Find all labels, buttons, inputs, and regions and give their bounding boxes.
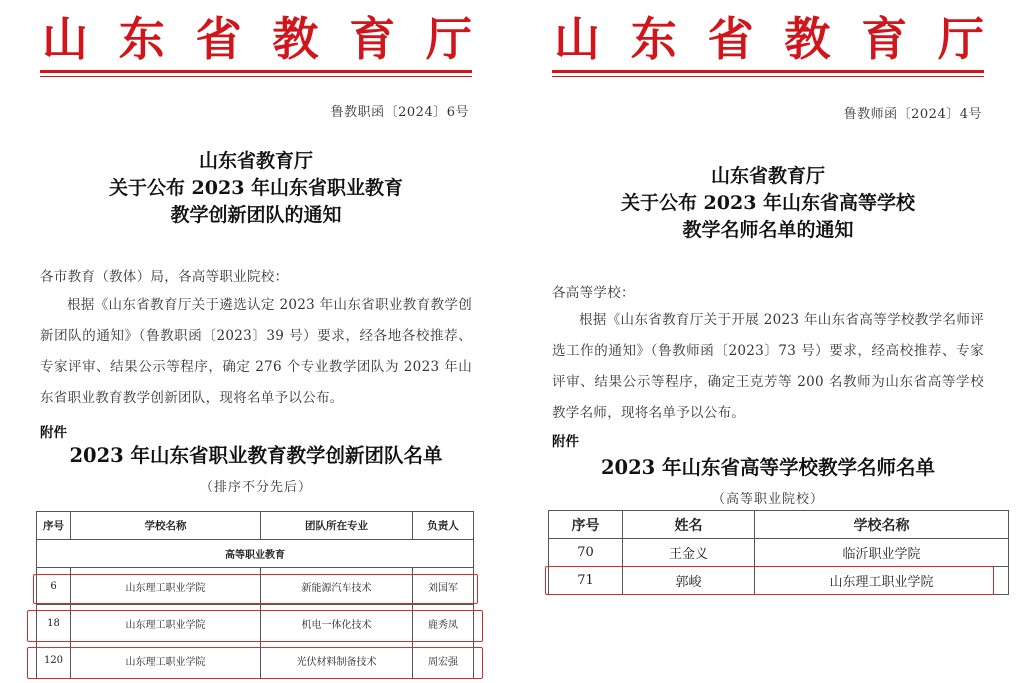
cell: 山东理工职业学院 bbox=[71, 605, 261, 642]
header-cell: 学校名称 bbox=[755, 511, 1009, 539]
left-document bbox=[0, 0, 505, 683]
header-cell: 序号 bbox=[549, 511, 623, 539]
header-char: 育 bbox=[349, 12, 396, 66]
table-header-row bbox=[549, 511, 1009, 539]
cell: 6 bbox=[37, 568, 71, 605]
header-char: 育 bbox=[861, 12, 908, 66]
left-notice-title bbox=[40, 148, 472, 229]
left-salutation: 各市教育（教体）局，各高等职业院校： bbox=[40, 269, 289, 285]
cell: 71 bbox=[549, 567, 623, 595]
title-line: 教学名师名单的通知 bbox=[682, 219, 854, 241]
right-list-subtitle: （高等职业院校） bbox=[711, 492, 824, 507]
header-cell: 姓名 bbox=[623, 511, 755, 539]
header-char: 省 bbox=[195, 12, 242, 66]
right-list-title: 2023 年山东省高等学校教学名师名单 bbox=[600, 456, 936, 479]
title-line: 山东省教育厅 bbox=[198, 150, 313, 172]
right-doc-number: 鲁教师函〔2024〕4号 bbox=[843, 107, 982, 122]
left-header-rule-thick bbox=[40, 70, 472, 73]
header-cell: 团队所在专业 bbox=[261, 512, 413, 540]
header-char: 东 bbox=[630, 12, 677, 66]
cell: 120 bbox=[37, 642, 71, 679]
title-line: 教学创新团队的通知 bbox=[170, 204, 342, 226]
header-char: 教 bbox=[784, 12, 831, 66]
cell: 18 bbox=[37, 605, 71, 642]
cell: 郭峻 bbox=[623, 567, 755, 595]
cell: 鹿秀凤 bbox=[413, 605, 474, 642]
header-cell: 学校名称 bbox=[71, 512, 261, 540]
cell: 临沂职业学院 bbox=[755, 539, 1009, 567]
table-section-row bbox=[37, 540, 474, 568]
left-body-paragraph: 根据《山东省教育厅关于遴选认定 2023 年山东省职业教育教学创新团队的通知》（鲁教职函〔2023〕39 号）要求，经各地各校推荐、专家评审、结果公示等程序，确定 276 个专业教学团队为 2023 年山东省职业教育教学创新团队，现将名单予以公布。 bbox=[40, 297, 472, 406]
header-char: 省 bbox=[707, 12, 754, 66]
right-header-title bbox=[554, 12, 984, 66]
header-cell: 序号 bbox=[37, 512, 71, 540]
header-char: 东 bbox=[118, 12, 165, 66]
row-highlight-box bbox=[27, 647, 483, 679]
cell: 刘国军 bbox=[413, 568, 474, 605]
header-char: 山 bbox=[42, 12, 88, 66]
right-notice-title bbox=[552, 163, 984, 244]
table-header-row bbox=[37, 512, 474, 540]
left-doc-number: 鲁教职函〔2024〕6号 bbox=[330, 105, 469, 120]
row-highlight-box bbox=[27, 610, 483, 642]
right-header-rule-thin bbox=[552, 76, 984, 77]
left-attachment-label: 附件 bbox=[40, 425, 67, 441]
cell: 山东理工职业学院 bbox=[71, 568, 261, 605]
table-row bbox=[549, 539, 1009, 567]
header-char: 厅 bbox=[425, 12, 472, 66]
cell: 山东理工职业学院 bbox=[755, 567, 1009, 595]
right-document bbox=[520, 0, 1024, 683]
left-header-title bbox=[42, 12, 472, 66]
cell: 山东理工职业学院 bbox=[71, 642, 261, 679]
right-attachment-label: 附件 bbox=[552, 434, 579, 450]
header-char: 山 bbox=[554, 12, 600, 66]
right-body-paragraph: 根据《山东省教育厅关于开展 2023 年山东省高等学校教学名师评选工作的通知》（鲁教师函〔2023〕73 号）要求，经高校推荐、专家评审、结果公示等程序，确定王克芳等 200 名教师为山东省高等学校教学名师，现将名单予以公布。 bbox=[552, 312, 984, 421]
left-list-subtitle: （排序不分先后） bbox=[199, 480, 312, 495]
section-cell: 高等职业教育 bbox=[37, 540, 474, 568]
header-cell: 负责人 bbox=[413, 512, 474, 540]
header-char: 厅 bbox=[937, 12, 984, 66]
cell: 机电一体化技术 bbox=[261, 605, 413, 642]
left-header-rule-thin bbox=[40, 76, 472, 77]
title-line: 山东省教育厅 bbox=[710, 165, 825, 187]
right-header-rule-thick bbox=[552, 70, 984, 73]
right-salutation: 各高等学校： bbox=[552, 285, 635, 301]
title-line: 关于公布 2023 年山东省高等学校 bbox=[620, 192, 916, 214]
row-highlight-box bbox=[33, 574, 478, 604]
cell: 70 bbox=[549, 539, 623, 567]
cell: 周宏强 bbox=[413, 642, 474, 679]
row-highlight-box bbox=[545, 566, 994, 595]
left-list-title: 2023 年山东省职业教育教学创新团队名单 bbox=[69, 444, 443, 467]
cell: 王金义 bbox=[623, 539, 755, 567]
title-line: 关于公布 2023 年山东省职业教育 bbox=[108, 177, 404, 199]
header-char: 教 bbox=[272, 12, 319, 66]
cell: 光伏材料制备技术 bbox=[261, 642, 413, 679]
cell: 新能源汽车技术 bbox=[261, 568, 413, 605]
